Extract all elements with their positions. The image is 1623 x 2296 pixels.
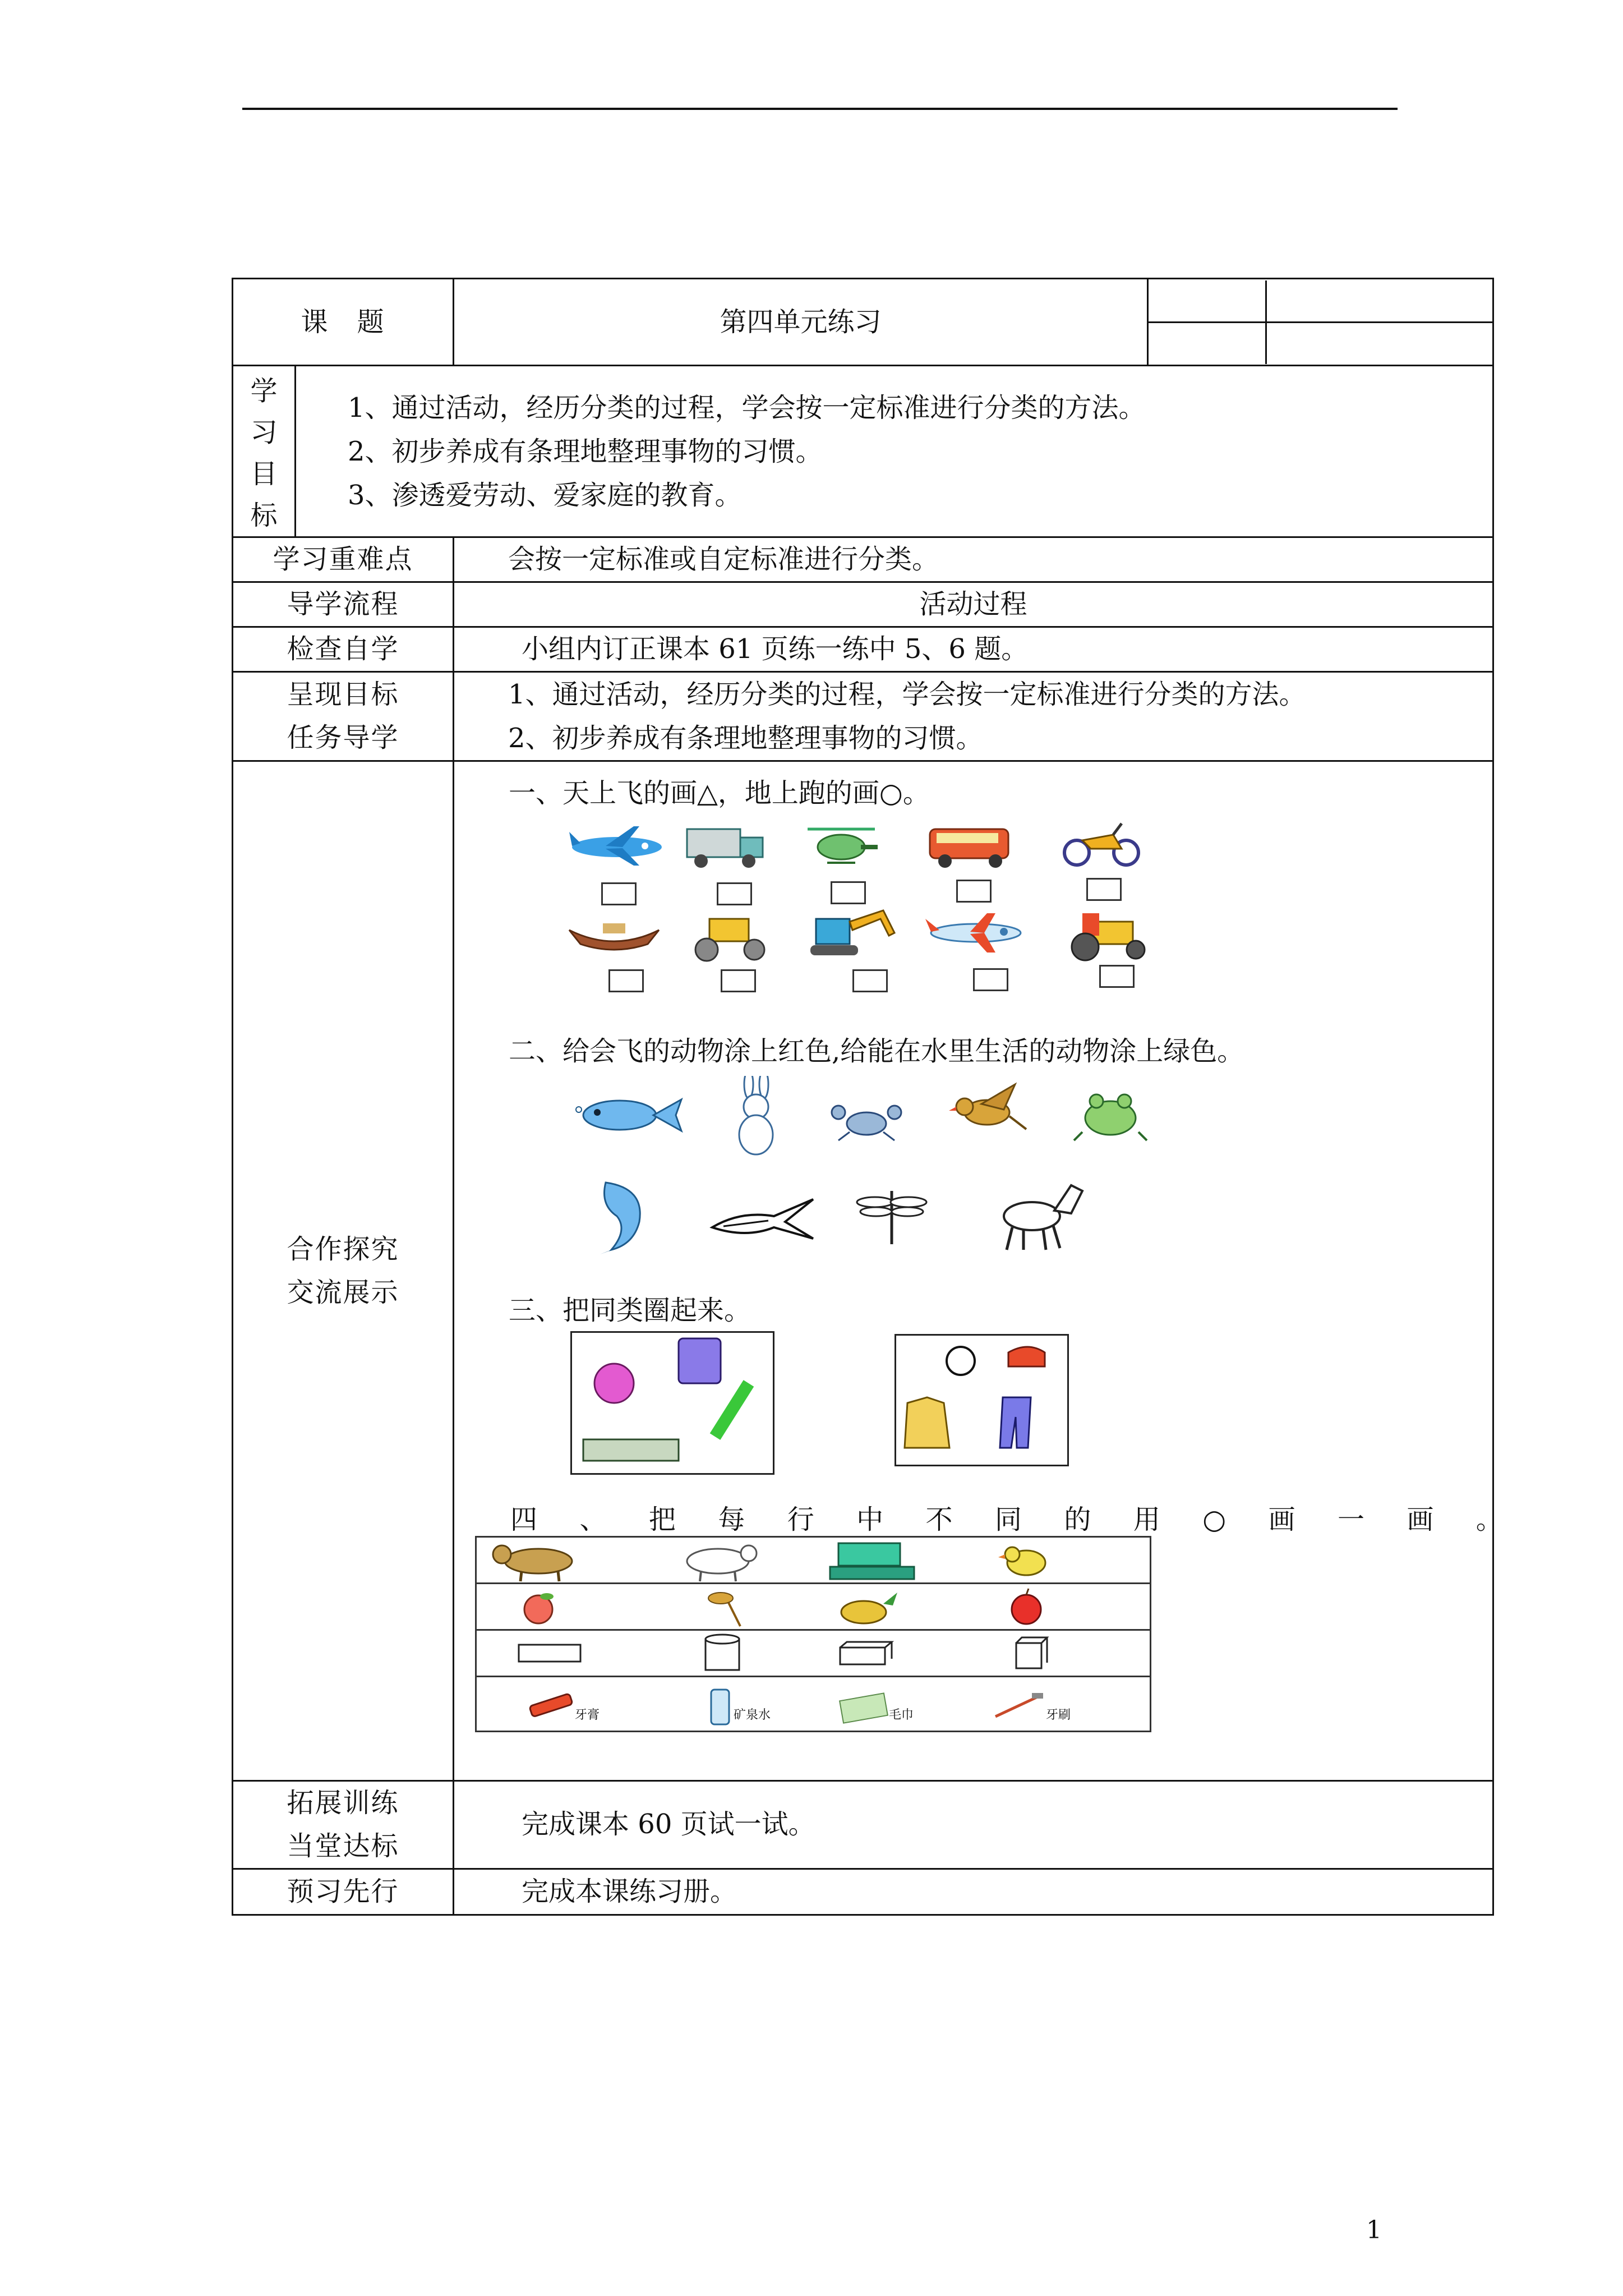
- blank-grid: [1148, 279, 1493, 366]
- wheat-icon: [708, 1593, 740, 1626]
- goal-item: 2、初步养成有条理地整理事物的习惯。: [348, 435, 823, 467]
- key-points-value: 会按一定标准或自定标准进行分类。: [454, 537, 1493, 582]
- sheep-icon: [687, 1545, 757, 1581]
- cylinder-icon: [706, 1635, 739, 1670]
- goal-item: 3、渗透爱劳动、爱家庭的教育。: [348, 479, 742, 511]
- topic-label: 课 题: [233, 279, 454, 366]
- frog-icon: [1071, 1087, 1150, 1143]
- goals-list: [296, 366, 1493, 537]
- page-number: 1: [1366, 2216, 1382, 2244]
- swallow-icon: [701, 1188, 819, 1250]
- grid-row-shapes: [476, 1630, 1151, 1677]
- cup-icon: [679, 1338, 721, 1383]
- answer-box[interactable]: [831, 881, 866, 904]
- truck-icon: [684, 821, 768, 871]
- crab-icon: [830, 1098, 903, 1143]
- present-item: 1、通过活动，经历分类的过程，学会按一定标准进行分类的方法。: [508, 679, 1306, 710]
- toothbrush-label: 牙刷: [1046, 1708, 1071, 1722]
- question-2: 二、给会飞的动物涂上红色,给能在水里生活的动物涂上绿色。: [509, 1036, 1244, 1067]
- grid-row-fruits: [476, 1584, 1151, 1630]
- answer-box[interactable]: [852, 969, 888, 992]
- question-1: 一、天上飞的画△，地上跑的画○。: [509, 777, 930, 809]
- bird-icon: [948, 1082, 1032, 1138]
- ruler-icon: [583, 1439, 679, 1461]
- horse-icon: [987, 1174, 1088, 1253]
- present-item: 2、初步养成有条理地整理事物的习惯。: [508, 723, 983, 754]
- present-goals: [454, 672, 1493, 761]
- header-rule: [242, 108, 1398, 110]
- group-box-stationery[interactable]: [570, 1331, 774, 1475]
- check-label: 检查自学: [233, 627, 454, 672]
- dragonfly-icon: [852, 1182, 931, 1250]
- dolphin-icon: [589, 1177, 656, 1255]
- pineapple-icon: [841, 1593, 897, 1623]
- grid-row-animals: [476, 1537, 1151, 1584]
- question-4: 四 、 把 每 行 中 不 同 的 用 ○ 画 一 画 。: [510, 1504, 1503, 1535]
- cap-icon: [1008, 1347, 1045, 1366]
- answer-box[interactable]: [956, 880, 992, 903]
- activity-area: [454, 761, 1503, 1781]
- peach-icon: [524, 1593, 554, 1623]
- extend-value: 完成课本 60 页试一试。: [454, 1781, 1493, 1869]
- answer-box[interactable]: [973, 968, 1008, 991]
- boat-icon: [564, 913, 665, 958]
- pencil-sharpener-icon: [594, 1364, 634, 1403]
- cow-icon: [493, 1545, 572, 1581]
- toothpaste-icon: [529, 1694, 573, 1717]
- grid-row-toiletries: [476, 1677, 1151, 1732]
- road-roller-icon: [684, 908, 774, 964]
- group-box-clothing[interactable]: [895, 1334, 1069, 1466]
- extend-label: 拓展训练 当堂达标: [233, 1781, 454, 1869]
- ball-icon: [947, 1347, 975, 1375]
- rabbit-icon: [718, 1076, 796, 1160]
- answer-box[interactable]: [721, 969, 756, 992]
- trousers-icon: [1000, 1397, 1031, 1448]
- towel-icon: [840, 1693, 888, 1723]
- preview-value: 完成本课练习册。: [454, 1869, 1493, 1915]
- helicopter-icon: [802, 823, 880, 868]
- cube-icon: [1016, 1637, 1047, 1668]
- tractor-icon: [1060, 908, 1155, 964]
- airplane-icon: [566, 823, 667, 868]
- flow-label: 导学流程: [233, 582, 454, 627]
- lesson-plan-table: [232, 278, 1503, 1916]
- motorcycle-icon: [1060, 818, 1144, 868]
- answer-box[interactable]: [1099, 965, 1135, 988]
- odd-one-out-grid: [475, 1536, 1151, 1732]
- computer-icon: [830, 1543, 914, 1579]
- present-label: 呈现目标 任务导学: [233, 672, 454, 761]
- bus-icon: [925, 821, 1015, 871]
- pencil-icon: [715, 1383, 749, 1437]
- rectangle-icon: [519, 1645, 580, 1662]
- topic-value: 第四单元练习: [454, 279, 1148, 366]
- cuboid-icon: [840, 1642, 892, 1664]
- goals-label: 学 习 目 标: [233, 366, 296, 537]
- chick-icon: [998, 1547, 1045, 1575]
- water-bottle-icon: [711, 1690, 729, 1724]
- answer-box[interactable]: [717, 882, 752, 905]
- question-3: 三、把同类圈起来。: [509, 1295, 751, 1326]
- goal-item: 1、通过活动，经历分类的过程，学会按一定标准进行分类的方法。: [348, 392, 1146, 424]
- key-points-label: 学习重难点: [233, 537, 454, 582]
- preview-label: 预习先行: [233, 1869, 454, 1915]
- excavator-icon: [805, 905, 900, 961]
- coat-icon: [905, 1397, 949, 1448]
- fish-icon: [572, 1093, 684, 1138]
- toothbrush-icon: [995, 1693, 1043, 1717]
- answer-box[interactable]: [1086, 878, 1122, 901]
- jet-plane-icon: [920, 910, 1026, 955]
- water-bottle-label: 矿泉水: [734, 1708, 771, 1722]
- answer-box[interactable]: [601, 882, 637, 905]
- answer-box[interactable]: [608, 969, 644, 992]
- explore-label: 合作探究 交流展示: [233, 761, 454, 1781]
- flow-value: 活动过程: [454, 582, 1493, 627]
- apple-icon: [1012, 1589, 1041, 1624]
- check-value: 小组内订正课本 61 页练一练中 5、6 题。: [454, 627, 1493, 672]
- toothpaste-label: 牙膏: [575, 1708, 600, 1722]
- towel-label: 毛巾: [889, 1708, 914, 1722]
